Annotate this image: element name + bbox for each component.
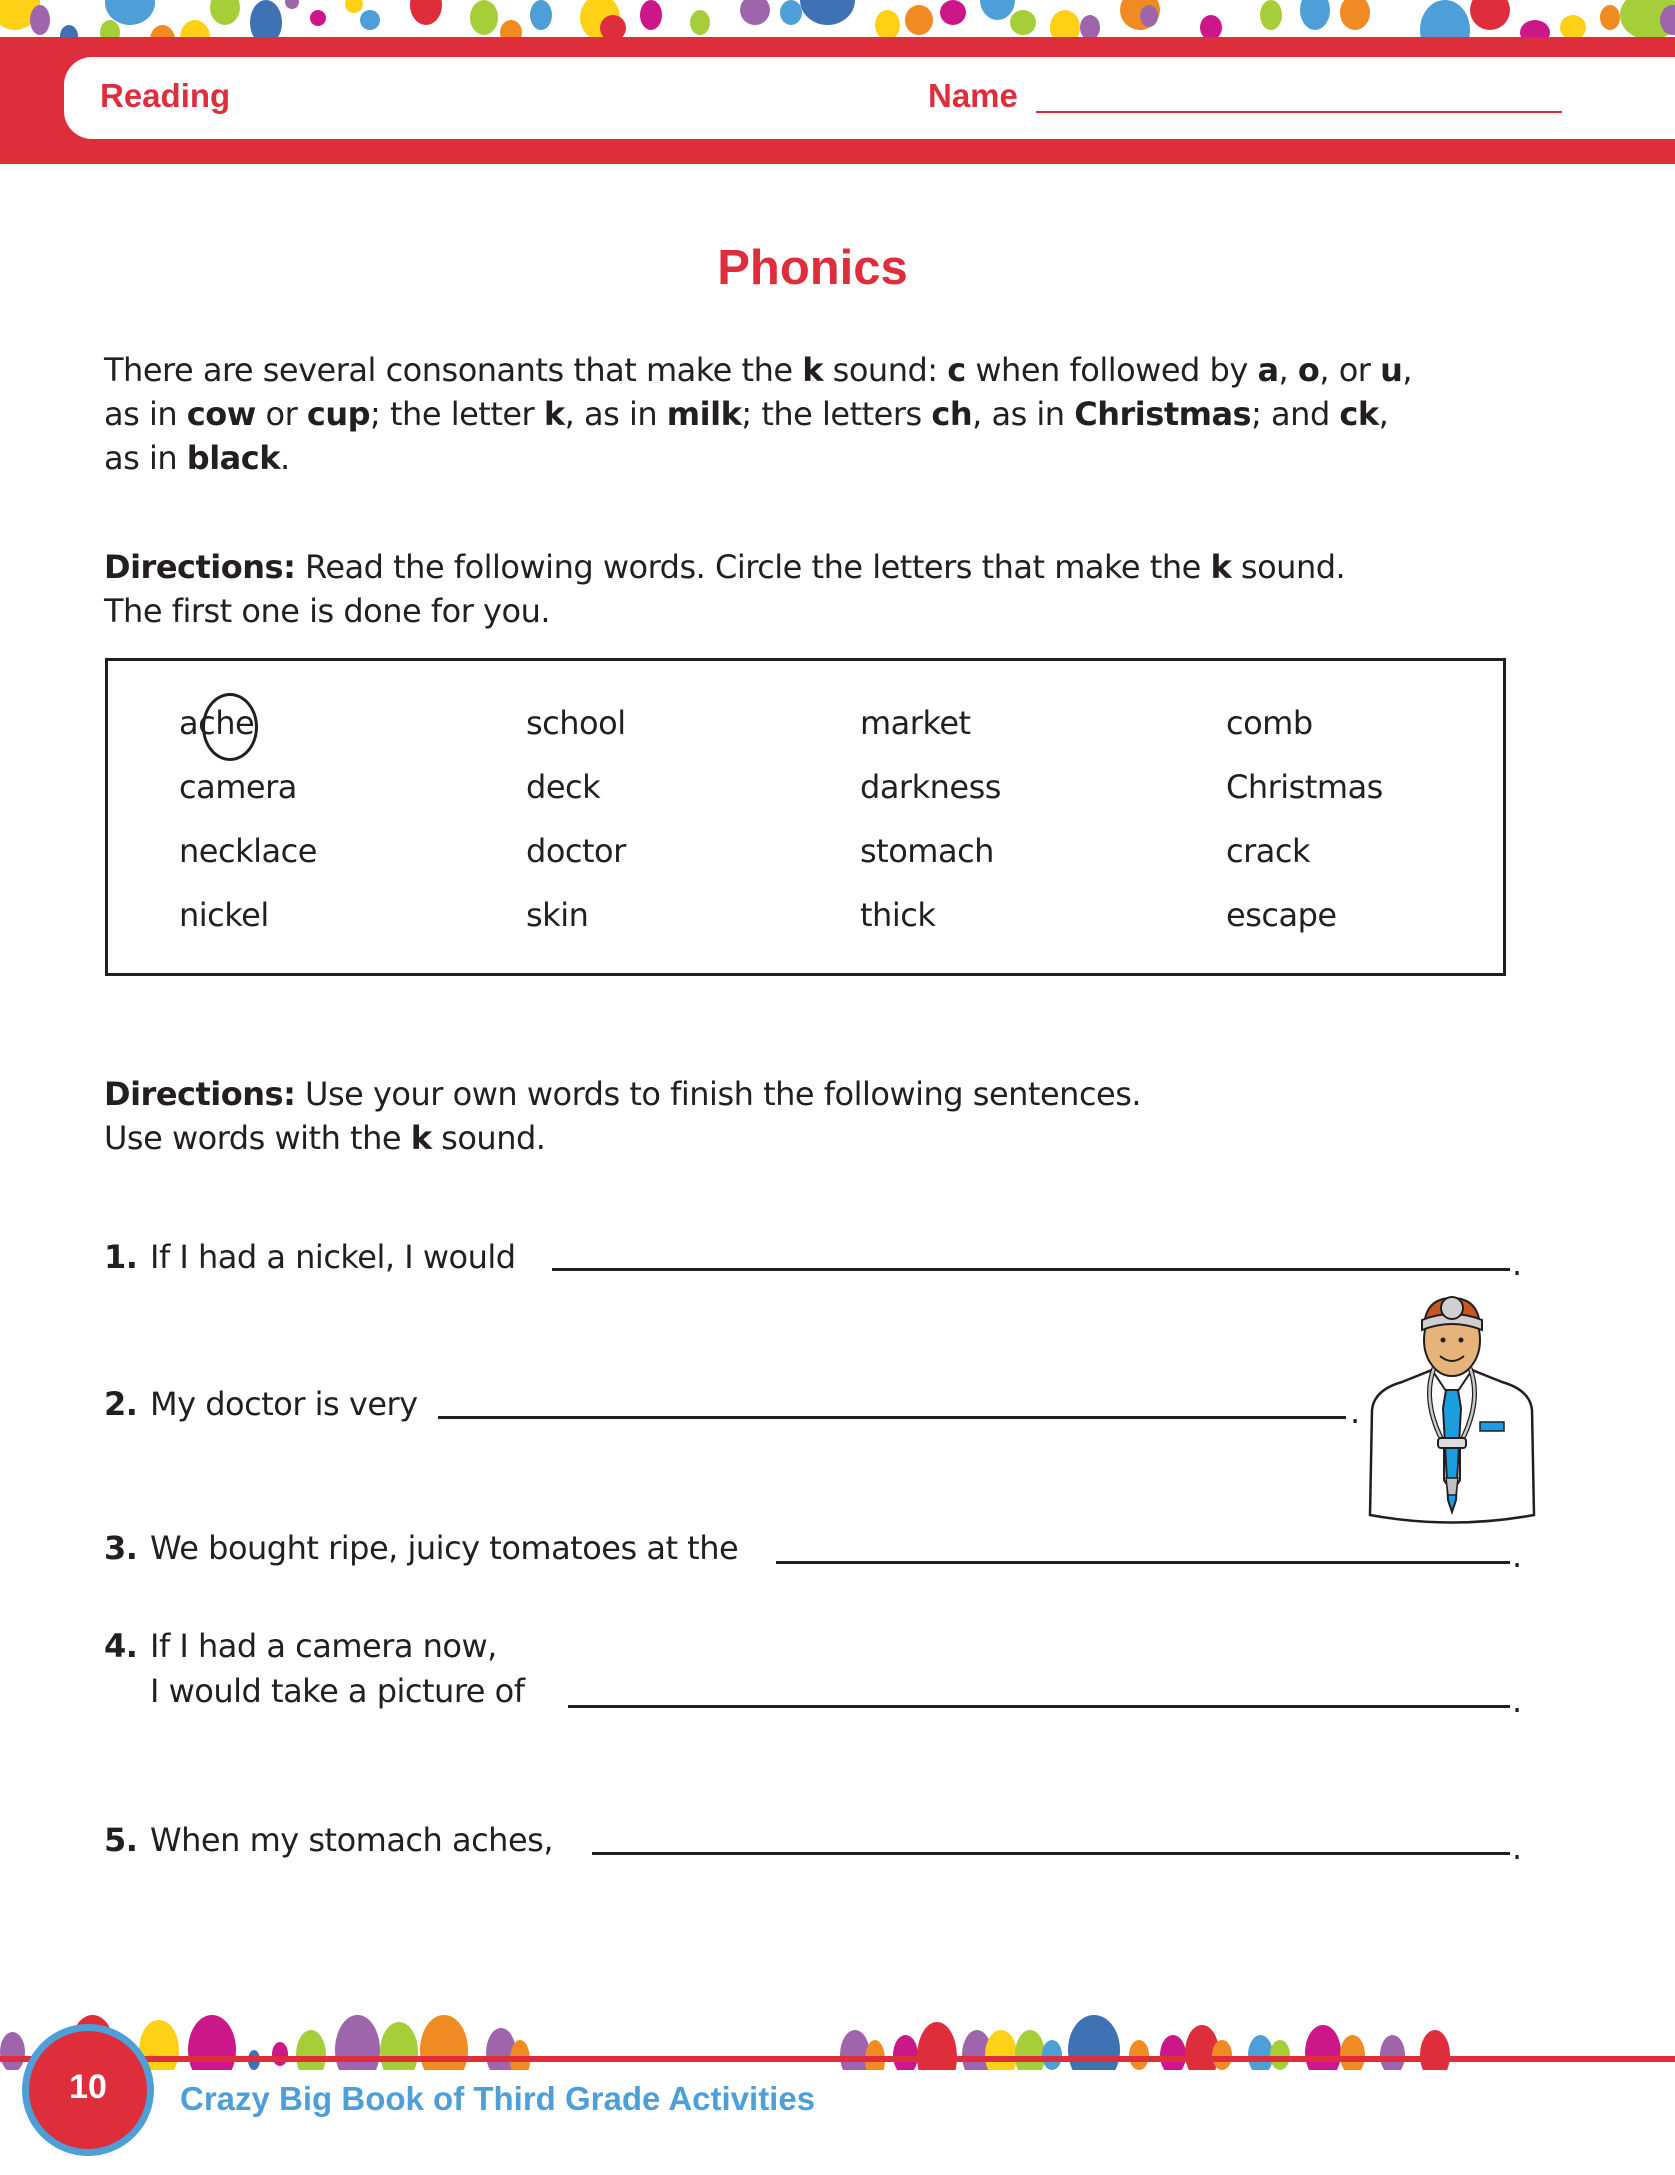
question-text: When my stomach aches,: [150, 1821, 553, 1859]
question-number: 4.: [104, 1627, 138, 1665]
word-thick[interactable]: thick: [860, 896, 936, 934]
directions-label: Directions:: [104, 1075, 296, 1113]
question-3: [104, 1529, 738, 1567]
answer-line-2[interactable]: [438, 1416, 1346, 1419]
example-circle-mark: [202, 693, 258, 761]
answer-line-4[interactable]: [568, 1705, 1510, 1708]
directions-circle: Directions: Read the following words. Circle the letters that make the k sound. The first one is done for you.: [104, 548, 1346, 630]
question-text: If I had a camera now,: [150, 1627, 497, 1665]
book-title: Crazy Big Book of Third Grade Activities: [180, 2080, 816, 2117]
question-1: [104, 1238, 516, 1276]
word-ache[interactable]: ache: [179, 704, 255, 742]
question-text: I would take a picture of: [150, 1672, 525, 1710]
word-market[interactable]: market: [860, 704, 971, 742]
question-number: 1.: [104, 1238, 138, 1276]
answer-line-5[interactable]: [592, 1852, 1510, 1855]
question-text: We bought ripe, juicy tomatoes at the: [150, 1529, 739, 1567]
word-escape[interactable]: escape: [1226, 896, 1337, 934]
word-christmas[interactable]: Christmas: [1226, 768, 1383, 806]
question-4: [104, 1627, 497, 1665]
page-number: 10: [69, 2068, 107, 2106]
directions-label: Directions:: [104, 548, 296, 586]
question-number: 3.: [104, 1529, 138, 1567]
footer-rule: [0, 2056, 1675, 2062]
question-text: My doctor is very: [150, 1385, 418, 1423]
word-stomach[interactable]: stomach: [860, 832, 994, 870]
name-label: Name: [928, 77, 1018, 114]
doctor-icon: [1362, 1290, 1542, 1530]
question-number: 2.: [104, 1385, 138, 1423]
question-number: 5.: [104, 1821, 138, 1859]
question-4-line-2: [150, 1672, 524, 1710]
word-doctor[interactable]: doctor: [526, 832, 626, 870]
directions-sentences: Directions: Use your own words to finish the following sentences. Use words with the k sound.: [104, 1075, 1142, 1157]
name-field[interactable]: [1036, 111, 1562, 113]
word-skin[interactable]: skin: [526, 896, 589, 934]
answer-line-3[interactable]: [776, 1561, 1510, 1564]
question-text: If I had a nickel, I would: [150, 1238, 516, 1276]
word-comb[interactable]: comb: [1226, 704, 1313, 742]
page-title: Phonics: [717, 241, 908, 295]
answer-line-1[interactable]: [552, 1268, 1510, 1271]
word-necklace[interactable]: necklace: [179, 832, 317, 870]
word-deck[interactable]: deck: [526, 768, 601, 806]
question-2: [104, 1385, 418, 1423]
word-darkness[interactable]: darkness: [860, 768, 1001, 806]
word-nickel[interactable]: nickel: [179, 896, 269, 934]
word-crack[interactable]: crack: [1226, 832, 1310, 870]
intro-paragraph: There are several consonants that make the k sound: c when followed by a, o, or u, as in cow or cup; the letter k, as in milk; the letters ch, as in Christmas; and ck, as in black.: [104, 351, 1413, 477]
header-name-bar: [64, 57, 1675, 139]
word-school[interactable]: school: [526, 704, 626, 742]
word-camera[interactable]: camera: [179, 768, 297, 806]
subject-label: Reading: [100, 77, 231, 114]
question-5: [104, 1821, 553, 1859]
